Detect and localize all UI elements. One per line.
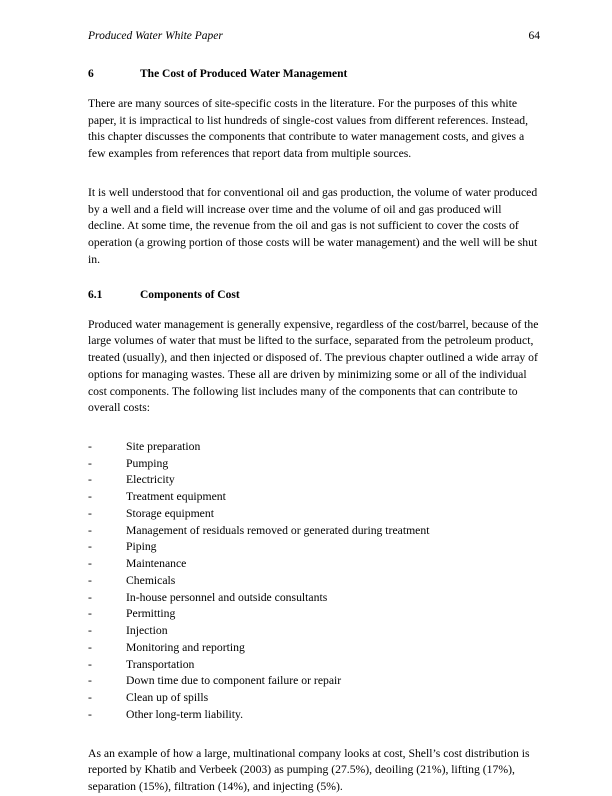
list-item bbox=[88, 472, 540, 489]
list-item-label: Piping bbox=[126, 540, 157, 554]
bullet-dash: - bbox=[88, 506, 92, 520]
list-item bbox=[88, 590, 540, 607]
bullet-dash: - bbox=[88, 624, 92, 638]
list-item-label: Down time due to component failure or repair bbox=[126, 674, 342, 688]
list-item bbox=[88, 539, 540, 556]
list-item-label: Site preparation bbox=[126, 440, 201, 454]
bullet-dash: - bbox=[88, 590, 92, 604]
list-item bbox=[88, 489, 540, 506]
subsection-number: 6.1 bbox=[88, 288, 103, 301]
list-item-label: Pumping bbox=[126, 456, 169, 470]
list-item-label: Permitting bbox=[126, 607, 176, 621]
list-item-label: Maintenance bbox=[126, 557, 187, 571]
bullet-dash: - bbox=[88, 573, 92, 587]
list-item-label: Injection bbox=[126, 624, 168, 638]
list-item bbox=[88, 556, 540, 573]
bullet-dash: - bbox=[88, 540, 92, 554]
bullet-dash: - bbox=[88, 707, 92, 721]
list-item-label: Treatment equipment bbox=[126, 490, 226, 504]
running-head-title: Produced Water White Paper bbox=[88, 30, 223, 42]
section-number: 6 bbox=[88, 68, 94, 80]
bullet-dash: - bbox=[88, 473, 92, 487]
list-item bbox=[88, 623, 540, 640]
cost-components-list bbox=[88, 439, 540, 723]
list-item bbox=[88, 707, 540, 724]
list-item bbox=[88, 506, 540, 523]
bullet-dash: - bbox=[88, 640, 92, 654]
bullet-dash: - bbox=[88, 691, 92, 705]
list-item bbox=[88, 657, 540, 674]
bullet-dash: - bbox=[88, 523, 92, 537]
bullet-dash: - bbox=[88, 456, 92, 470]
paragraph-intro-2: It is well understood that for conventional oil and gas production, the volume of water produced by a well and a field will increase over time and the volume of oil and gas produced will decline. At some time, the revenue from the oil and gas is not sufficient to cover the costs of operation (a growing portion of those costs will be water management) and the well will be shut in. bbox=[88, 185, 538, 266]
list-item bbox=[88, 573, 540, 590]
list-item-label: Transportation bbox=[126, 657, 195, 671]
list-item bbox=[88, 690, 540, 707]
list-item-label: Other long-term liability. bbox=[126, 707, 244, 721]
section-title: The Cost of Produced Water Management bbox=[140, 68, 348, 80]
page-number: 64 bbox=[528, 30, 540, 42]
list-item-label: Clean up of spills bbox=[126, 691, 209, 705]
list-item bbox=[88, 523, 540, 540]
list-item bbox=[88, 456, 540, 473]
list-item bbox=[88, 673, 540, 690]
page-header bbox=[88, 30, 540, 42]
bullet-dash: - bbox=[88, 674, 92, 688]
paragraph-example: As an example of how a large, multinational company looks at cost, Shell’s cost distribution is reported by Khatib and Verbeek (2003) as pumping (27.5%), deoiling (21%), lifting (17%), separation (15%), filtration (14%), and injecting (5%). bbox=[88, 746, 530, 793]
subsection-heading bbox=[88, 289, 540, 301]
list-item-label: Storage equipment bbox=[126, 506, 214, 520]
list-item-label: Electricity bbox=[126, 473, 175, 487]
bullet-dash: - bbox=[88, 607, 92, 621]
section-heading bbox=[88, 68, 540, 80]
paragraph-intro-1: There are many sources of site-specific costs in the literature. For the purposes of this white paper, it is impractical to list hundreds of single-cost values from different references. Instead, this chapter discusses the components that contribute to water management costs, and gives a few examples from references that report data from multiple sources. bbox=[88, 97, 529, 161]
list-item-label: Chemicals bbox=[126, 573, 176, 587]
list-item-label: Monitoring and reporting bbox=[126, 640, 245, 654]
bullet-dash: - bbox=[88, 490, 92, 504]
bullet-dash: - bbox=[88, 657, 92, 671]
list-item bbox=[88, 439, 540, 456]
bullet-dash: - bbox=[88, 557, 92, 571]
bullet-dash: - bbox=[88, 440, 92, 454]
list-item bbox=[88, 606, 540, 623]
subsection-title: Components of Cost bbox=[140, 288, 240, 301]
paragraph-components-intro: Produced water management is generally expensive, regardless of the cost/barrel, because of the large volumes of water that must be lifted to the surface, separated from the petroleum product, treated (usually), and then injected or disposed of. The previous chapter outlined a wide array of options for managing wastes. These all are driven by minimizing some or all of the individual cost components. The following list includes many of the components that can contribute to overall costs: bbox=[88, 317, 539, 415]
list-item-label: In-house personnel and outside consultants bbox=[126, 590, 328, 604]
list-item bbox=[88, 640, 540, 657]
list-item-label: Management of residuals removed or generated during treatment bbox=[126, 523, 430, 537]
